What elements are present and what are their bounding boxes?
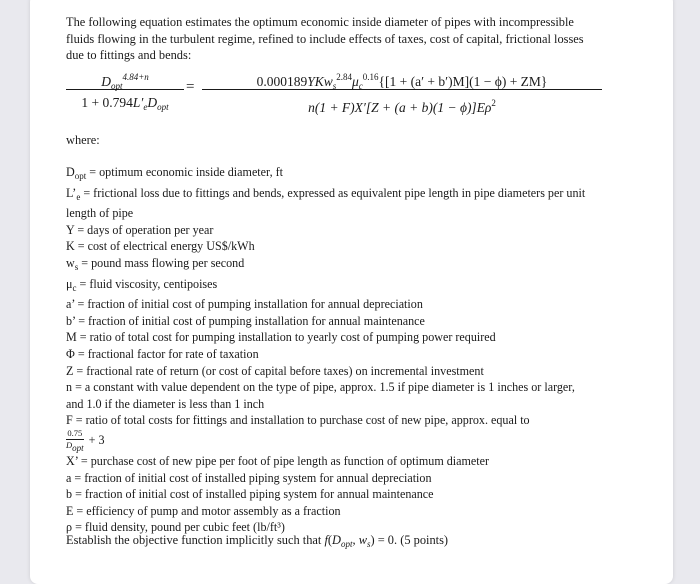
definitions-list	[66, 164, 586, 536]
definition-item: b’ = fraction of initial cost of pumping installation for annual maintenance	[66, 313, 425, 328]
definition-item: X’ = purchase cost of new pipe per foot of pipe length as function of optimum diameter	[66, 453, 490, 468]
definition-item: $L’_e$ = frictional loss due to fittings and bends, expressed as equivalent pipe length in pipe diameters per unit length of pipe	[66, 185, 586, 221]
definition-item: K = cost of electrical energy US$/kWh	[66, 239, 255, 254]
definition-item: a = fraction of initial cost of installed piping system for annual depreciation	[66, 470, 432, 485]
definition-item: $w_s$ = pound mass flowing per second	[66, 255, 245, 272]
definition-item: b = fraction of initial cost of installed piping system for annual maintenance	[66, 487, 434, 502]
rhs-denominator: $n(1 + F)X'[Z + (a + b)(1 - \phi)]E\rho^2$	[308, 98, 496, 115]
equals-sign: =	[186, 79, 195, 95]
definition-item: $\mu_c$ = fluid viscosity, centipoises	[66, 276, 218, 293]
definition-item: a’ = fraction of initial cost of pumping installation for annual depreciation	[66, 297, 423, 312]
definition-item: Φ = fractional factor for rate of taxation	[66, 346, 259, 361]
lhs-denominator: $1 + 0.794L'_eD_{opt}$	[81, 95, 169, 112]
lhs-fraction	[66, 66, 184, 114]
lhs-fraction-bar	[66, 89, 184, 90]
definition-item: n = a constant with value dependent on the type of pipe, approx. 1.5 if pipe diameter is 1 inches or larger, and 1.0 if the diameter is less than 1 inch	[66, 380, 575, 411]
definition-item: Z = fractional rate of return (or cost of capital before taxes) on incremental investment	[66, 363, 484, 378]
task-statement: Establish the objective function implicitly such that $f(D_{opt}$, $w_s) = 0$. (5 points)	[66, 533, 449, 549]
intro-paragraph: The following equation estimates the optimum economic inside diameter of pipes with incompressible fluids flowing in the turbulent regime, refined to include effects of taxes, cost of capital, frictional losses due to fittings and bends:	[66, 15, 584, 62]
definition-item: M = ratio of total cost for pumping installation to yearly cost of pumping power required	[66, 330, 496, 345]
rhs-fraction	[202, 66, 602, 114]
where-label: where:	[66, 133, 100, 147]
definition-item: $D_{opt}$ = optimum economic inside diameter, ft	[66, 165, 284, 181]
lhs-numerator: $D_{opt}^{4.84+n}$	[101, 72, 149, 91]
definition-item: Y = days of operation per year	[66, 222, 214, 237]
definition-item: F = ratio of total costs for fittings and installation to purchase cost of new pipe, approx. equal to	[66, 413, 530, 428]
f-approx-formula: $\frac{0.75}{D_{opt}}$ + 3	[66, 427, 105, 453]
f-fraction: $\frac{0.75}{D_{opt}}$	[66, 427, 84, 453]
intro-paragraph-container	[66, 14, 586, 64]
optimum-diameter-equation	[66, 66, 606, 118]
rhs-numerator: $0.000189YKw_s^{2.84}\mu_c^{0.16}\{[1 + (a' + b')M](1 - \phi) + ZM\}$	[256, 72, 548, 91]
definition-item: E = efficiency of pump and motor assembly as a fraction	[66, 503, 341, 518]
definition-item: ρ = fluid density, pound per cubic feet (lb/ft³)	[66, 520, 285, 535]
rhs-fraction-bar	[202, 89, 602, 90]
